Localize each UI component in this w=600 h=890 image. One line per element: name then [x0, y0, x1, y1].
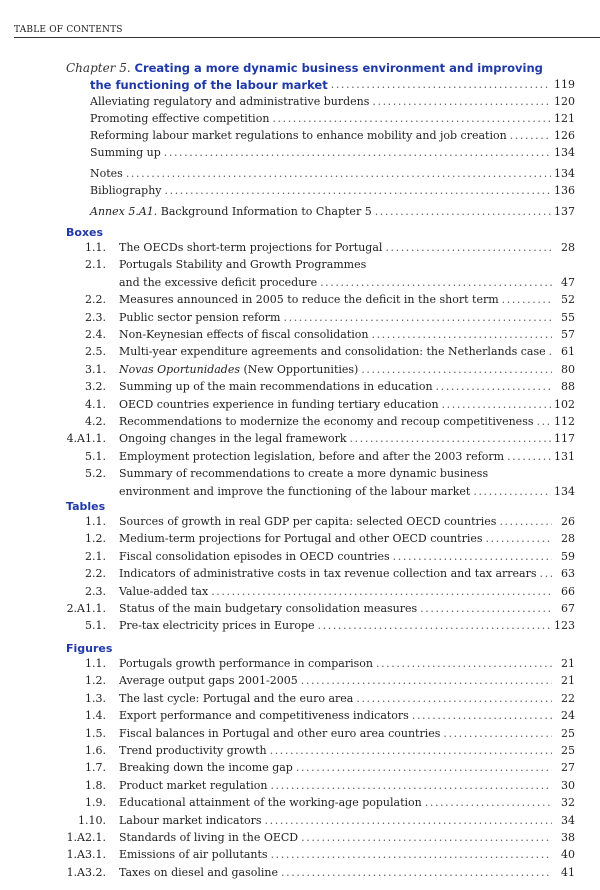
entry-title: [119, 601, 417, 617]
entry-text: Portugals Stability and Growth Programmes: [119, 258, 367, 272]
entry-number: 1.2.: [85, 532, 106, 546]
entry-title: [90, 145, 161, 161]
entry-title: [119, 865, 278, 881]
entry-text: Novas Oportunidades: [119, 362, 241, 376]
toc-entry[interactable]: [119, 466, 575, 482]
entry-title: [119, 618, 315, 634]
leader-dots: [270, 778, 552, 794]
entry-title: [119, 656, 373, 672]
entry-title: [90, 204, 372, 220]
entry-text: Summing up of the main recommendations in education: [119, 380, 433, 394]
toc-entry[interactable]: [119, 618, 575, 634]
entry-number: 3.1.: [85, 362, 106, 376]
entry-title: [119, 484, 470, 500]
page-number: 120: [554, 95, 575, 108]
entry-title: [119, 549, 390, 565]
leader-dots: [301, 673, 552, 689]
entry-title: [119, 414, 533, 430]
entry-text: Creating a more dynamic business environment and improving: [134, 61, 543, 75]
tables-heading: Tables: [66, 500, 106, 513]
page-number: 112: [554, 415, 575, 428]
toc-entry[interactable]: [119, 584, 575, 600]
page-number: 63: [561, 567, 575, 581]
entry-title: [119, 327, 368, 343]
entry-number: 1.A3.2.: [66, 865, 106, 879]
entry-number: 1.6.: [85, 744, 106, 757]
page-number: 59: [561, 549, 575, 563]
toc-entry[interactable]: [90, 145, 575, 161]
toc-entry[interactable]: [119, 743, 575, 759]
page-number: 80: [561, 362, 575, 376]
page-number: 25: [561, 744, 575, 757]
entry-number: 2.3.: [85, 310, 106, 324]
page-number: 57: [561, 328, 575, 341]
page-number: 24: [561, 709, 575, 723]
leader-dots: [536, 414, 551, 430]
toc-entry[interactable]: [119, 379, 575, 395]
page-number: 134: [554, 167, 575, 180]
page-number: 47: [561, 275, 575, 289]
entry-title: [119, 514, 496, 530]
entry-number: 1.5.: [85, 726, 106, 740]
entry-text: (New Opportunities): [240, 362, 359, 376]
entry-title: [119, 813, 262, 829]
entry-number: 1.7.: [85, 761, 106, 775]
entry-number: 1.8.: [85, 778, 106, 792]
entry-text: Sources of growth in real GDP per capita: selected OECD countries: [119, 515, 497, 528]
page-number: 21: [561, 657, 575, 670]
toc-entry[interactable]: [119, 514, 575, 530]
toc-entry[interactable]: [119, 327, 575, 343]
entry-text: The OECDs short-term projections for Portugal: [119, 241, 383, 254]
leader-dots: [361, 362, 552, 378]
entry-number: 2.5.: [85, 345, 106, 359]
entry-number: 5.2.: [85, 467, 106, 481]
entry-text: Notes: [90, 167, 123, 180]
entry-text: Summing up: [90, 146, 161, 159]
page-number: 30: [561, 778, 575, 792]
leader-dots: [331, 77, 551, 94]
toc-entry[interactable]: [119, 865, 575, 881]
entry-number: 1.9.: [85, 796, 106, 810]
entry-title: [119, 466, 488, 482]
page-number: 126: [554, 129, 575, 142]
entry-title: [119, 431, 347, 447]
entry-title: [90, 128, 507, 144]
entry-text: Measures announced in 2005 to reduce the deficit in the short term: [119, 293, 499, 307]
entry-title: [119, 691, 353, 707]
toc-entry[interactable]: [119, 397, 575, 413]
page-number: 121: [554, 112, 575, 125]
toc-entry[interactable]: [119, 240, 575, 256]
entry-title: [119, 397, 439, 413]
entry-text: Taxes on diesel and gasoline: [119, 865, 279, 879]
page-number: 88: [561, 380, 575, 394]
entry-number: 1.2.: [85, 674, 106, 688]
toc-entry[interactable]: [119, 257, 575, 273]
page-number: 52: [561, 293, 575, 307]
leader-dots: [320, 275, 552, 291]
entry-number: 2.A1.1.: [66, 602, 106, 615]
entry-text: Multi-year expenditure agreements and consolidation: the Netherlands case: [119, 345, 546, 359]
entry-number: 1.1.: [85, 241, 106, 254]
toc-entry[interactable]: [119, 691, 575, 707]
entry-title: [119, 449, 504, 465]
entry-text: Alleviating regulatory and administrative burdens: [90, 95, 370, 108]
page-number: 34: [561, 813, 575, 827]
entry-text: Reforming labour market regulations to enhance mobility and job creation: [90, 129, 507, 142]
toc-entry[interactable]: [90, 94, 575, 110]
entry-number: 4.1.: [85, 397, 106, 411]
leader-dots: [502, 292, 552, 308]
entry-number: 1.1.: [85, 657, 106, 670]
entry-title: [119, 778, 267, 794]
leader-dots: [372, 94, 551, 110]
toc-entry[interactable]: [119, 656, 575, 672]
toc-entry[interactable]: [90, 204, 575, 220]
entry-text: Indicators of administrative costs in tax revenue collection and tax arrears: [119, 567, 537, 581]
entry-text: Non-Keynesian effects of fiscal consolidation: [119, 328, 369, 341]
entry-title: [90, 166, 123, 182]
entry-text: Average output gaps 2001-2005: [119, 674, 298, 688]
toc-entry[interactable]: [119, 566, 575, 582]
leader-dots: [549, 344, 552, 360]
leader-dots: [436, 379, 552, 395]
toc-entry[interactable]: [119, 778, 575, 794]
entry-title: [90, 111, 269, 127]
leader-dots: [473, 484, 551, 500]
entry-text: Public sector pension reform: [119, 310, 281, 324]
page-number: 134: [554, 484, 575, 498]
entry-number: 2.3.: [85, 584, 106, 598]
entry-number: 2.2.: [85, 293, 106, 307]
entry-number: 1.A2.1.: [66, 831, 106, 844]
entry-number: 5.1.: [85, 619, 106, 633]
toc-entry[interactable]: [119, 292, 575, 308]
leader-dots: [284, 310, 553, 326]
entry-title: [119, 240, 382, 256]
entry-text: Background Information to Chapter 5: [160, 205, 372, 218]
leader-dots: [371, 327, 552, 343]
toc-entry[interactable]: [119, 549, 575, 565]
toc-entry[interactable]: [119, 601, 575, 617]
entry-text: and the excessive deficit procedure: [119, 275, 318, 289]
leader-dots: [272, 111, 551, 127]
chapter-heading[interactable]: [66, 60, 576, 76]
entry-text: Ongoing changes in the legal framework: [119, 432, 347, 446]
leader-dots: [271, 847, 552, 863]
toc-entry[interactable]: [119, 531, 575, 547]
entry-text: Pre-tax electricity prices in Europe: [119, 619, 315, 633]
entry-text: OECD countries experience in funding tertiary education: [119, 397, 439, 411]
leader-dots: [442, 397, 551, 413]
entry-number: 1.10.: [78, 813, 106, 827]
leader-dots: [296, 760, 552, 776]
boxes-heading: Boxes: [66, 226, 104, 239]
entry-title: [119, 362, 358, 378]
entry-title: [119, 795, 422, 811]
leader-dots: [164, 145, 551, 161]
entry-number: 2.4.: [85, 328, 106, 341]
leader-dots: [211, 584, 552, 600]
entry-title: [119, 344, 546, 360]
entry-title: [119, 673, 298, 689]
entry-text: Fiscal consolidation episodes in OECD countries: [119, 549, 390, 563]
toc-entry[interactable]: [119, 275, 575, 291]
figures-heading: Figures: [66, 642, 113, 655]
leader-dots: [540, 566, 552, 582]
entry-text: The last cycle: Portugal and the euro area: [119, 691, 354, 705]
entry-text: Trend productivity growth: [119, 744, 267, 757]
leader-dots: [425, 795, 552, 811]
leader-dots: [281, 865, 552, 881]
leader-dots: [507, 449, 551, 465]
toc-entry[interactable]: [119, 847, 575, 863]
toc-entry[interactable]: [90, 111, 575, 127]
running-header: TABLE OF CONTENTS: [14, 25, 600, 38]
page-number: 21: [561, 674, 575, 688]
entry-title: [119, 726, 440, 742]
page-number: 41: [561, 865, 575, 879]
leader-dots: [385, 240, 552, 256]
entry-title: [90, 94, 369, 110]
entry-text: Educational attainment of the working-age population: [119, 796, 422, 810]
page-number: 136: [554, 184, 575, 197]
page-number: 131: [554, 449, 575, 463]
entry-text: environment and improve the functioning of the labour market: [119, 484, 471, 498]
toc-entry[interactable]: [119, 362, 575, 378]
leader-dots: [318, 618, 551, 634]
page-number: 27: [561, 761, 575, 775]
page-number: 67: [561, 602, 575, 615]
entry-text: the functioning of the labour market: [90, 78, 328, 92]
leader-dots: [165, 183, 552, 199]
leader-dots: [420, 601, 552, 617]
entry-title: [119, 379, 433, 395]
toc-entry[interactable]: [119, 726, 575, 742]
toc-entry[interactable]: [119, 673, 575, 689]
leader-dots: [510, 128, 551, 144]
page-number: 137: [554, 205, 575, 218]
toc-entry[interactable]: [90, 166, 575, 182]
toc-entry[interactable]: [90, 128, 575, 144]
entry-title: [119, 292, 499, 308]
entry-text: Breaking down the income gap: [119, 761, 293, 775]
toc-entry[interactable]: [119, 310, 575, 326]
page-number: 25: [561, 726, 575, 740]
entry-title: [90, 77, 328, 94]
page-number: 61: [561, 345, 575, 359]
entry-text: Export performance and competitiveness indicators: [119, 709, 409, 723]
toc-entry[interactable]: [119, 431, 575, 447]
toc-entry[interactable]: [119, 830, 575, 846]
entry-text: Chapter 5.: [66, 61, 131, 75]
entry-text: Product market regulation: [119, 778, 268, 792]
entry-text: Recommendations to modernize the economy and recoup competitiveness: [119, 415, 534, 428]
entry-text: Annex 5.A1.: [90, 205, 158, 218]
entry-text: Portugals growth performance in comparison: [119, 657, 373, 670]
entry-number: 3.2.: [85, 380, 106, 394]
leader-dots: [375, 204, 551, 220]
entry-text: Standards of living in the OECD: [119, 831, 299, 844]
leader-dots: [486, 531, 552, 547]
entry-number: 2.1.: [85, 549, 106, 563]
page-number: 38: [561, 831, 575, 844]
entry-number: 4.A1.1.: [66, 432, 106, 446]
page-number: 134: [554, 146, 575, 159]
toc-entry[interactable]: [119, 708, 575, 724]
leader-dots: [376, 656, 552, 672]
entry-number: 1.1.: [85, 515, 106, 528]
entry-number: 1.4.: [85, 709, 106, 723]
toc-entry[interactable]: [90, 77, 575, 94]
toc-entry[interactable]: [119, 813, 575, 829]
toc-entry[interactable]: [119, 760, 575, 776]
entry-number: 5.1.: [85, 449, 106, 463]
toc-entry[interactable]: [119, 344, 575, 360]
page-number: 119: [554, 78, 575, 91]
entry-text: Emissions of air pollutants: [119, 848, 268, 862]
leader-dots: [350, 431, 551, 447]
entry-number: 2.1.: [85, 258, 106, 272]
leader-dots: [499, 514, 552, 530]
leader-dots: [126, 166, 551, 182]
leader-dots: [443, 726, 552, 742]
page-number: 40: [561, 848, 575, 862]
entry-title: [119, 531, 483, 547]
toc-entry[interactable]: [119, 795, 575, 811]
entry-text: Value-added tax: [119, 584, 209, 598]
entry-number: 2.2.: [85, 567, 106, 581]
page-number: 28: [561, 241, 575, 254]
entry-title: [90, 183, 162, 199]
entry-text: Promoting effective competition: [90, 112, 270, 125]
toc-entry[interactable]: [119, 449, 575, 465]
page-number: 22: [561, 691, 575, 705]
entry-title: [119, 743, 267, 759]
leader-dots: [301, 830, 552, 846]
entry-number: 1.3.: [85, 691, 106, 705]
entry-title: [119, 847, 268, 863]
entry-title: [119, 760, 293, 776]
entry-title: [119, 275, 317, 291]
page-number: 66: [561, 584, 575, 598]
leader-dots: [412, 708, 552, 724]
entry-title: [119, 566, 537, 582]
leader-dots: [356, 691, 552, 707]
entry-title: [119, 310, 281, 326]
entry-text: Fiscal balances in Portugal and other euro area countries: [119, 726, 441, 740]
leader-dots: [270, 743, 552, 759]
page-number: 117: [554, 432, 575, 446]
entry-text: Bibliography: [90, 184, 162, 197]
entry-title: [119, 830, 298, 846]
page-number: 32: [561, 796, 575, 810]
toc-entry[interactable]: [119, 484, 575, 500]
page-number: 102: [554, 397, 575, 411]
leader-dots: [265, 813, 552, 829]
entry-text: Labour market indicators: [119, 813, 262, 827]
page-number: 28: [561, 532, 575, 546]
entry-title: [119, 708, 409, 724]
entry-number: 4.2.: [85, 415, 106, 428]
entry-text: Medium-term projections for Portugal and other OECD countries: [119, 532, 483, 546]
toc-entry[interactable]: [90, 183, 575, 199]
page-number: 55: [561, 310, 575, 324]
page-number: 123: [554, 619, 575, 633]
entry-number: 1.A3.1.: [66, 848, 106, 862]
entry-text: Employment protection legislation, before and after the 2003 reform: [119, 449, 505, 463]
toc-entry[interactable]: [119, 414, 575, 430]
page-number: 26: [561, 515, 575, 528]
entry-text: Summary of recommendations to create a more dynamic business: [119, 467, 489, 481]
entry-title: [119, 257, 366, 273]
entry-title: [119, 584, 208, 600]
entry-text: Status of the main budgetary consolidation measures: [119, 602, 418, 615]
leader-dots: [393, 549, 552, 565]
